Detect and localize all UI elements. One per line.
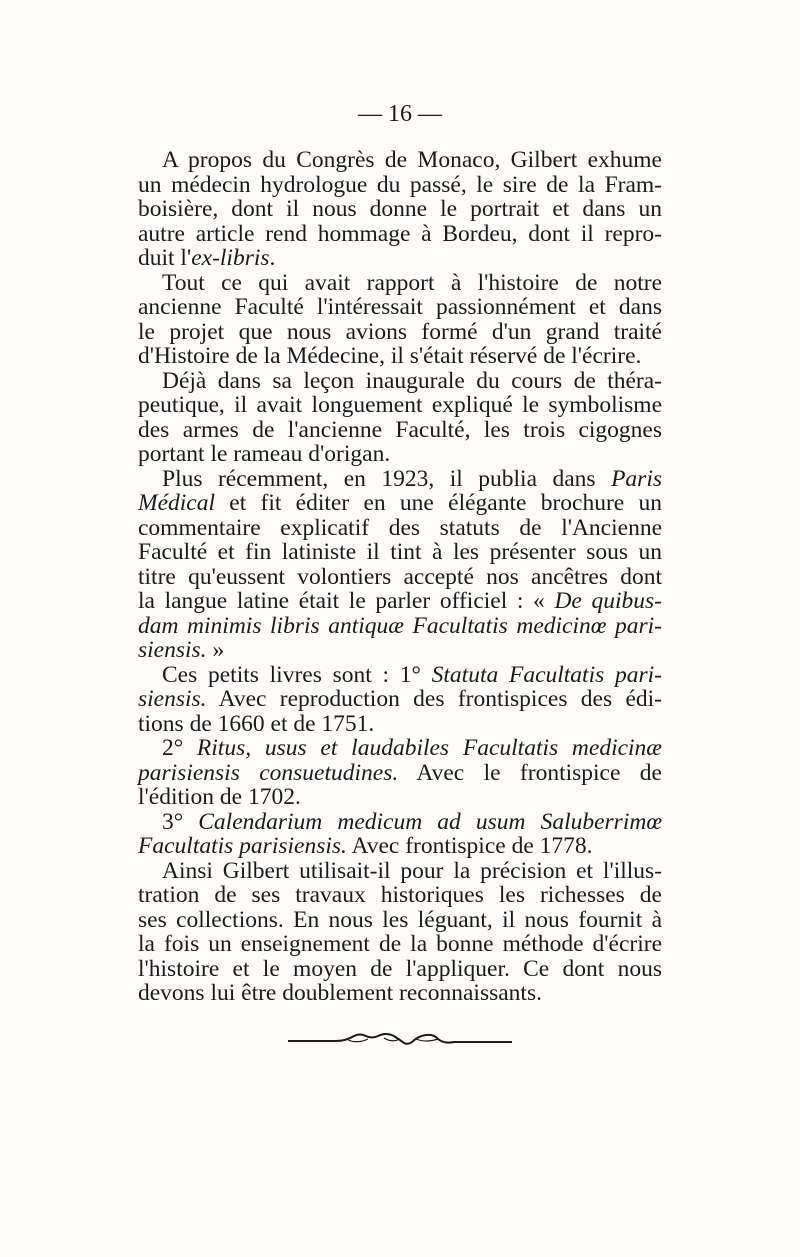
- text-line: [138, 565, 662, 589]
- text-segment: Déjà dans sa leçon inaugurale du cours de théra-: [162, 367, 662, 394]
- text-line: [138, 516, 662, 540]
- text-segment: Ainsi Gilbert utilisait-il pour la précision et l'illus-: [162, 857, 662, 884]
- text-line: [138, 638, 662, 662]
- text-segment: tions de 1660 et de 1751.: [138, 710, 375, 737]
- text-segment: la langue latine était le parler officiel : «: [138, 588, 555, 614]
- text-line: [162, 369, 662, 393]
- text-line: [138, 540, 662, 564]
- text-line: [138, 246, 662, 270]
- text-segment: ancienne Faculté l'intéressait passionnément et dans: [138, 294, 662, 320]
- text-segment: titre qu'eussent volontiers accepté nos ancêtres dont: [138, 563, 662, 590]
- text-segment: des armes de l'ancienne Faculté, les trois cigognes: [138, 416, 662, 443]
- text-segment: »: [206, 637, 225, 663]
- text-segment: le projet que nous avions formé d'un grand traité: [138, 318, 662, 345]
- text-line: [138, 932, 662, 956]
- text-segment: d'Histoire de la Médecine, il s'était réservé de l'écrire.: [138, 343, 642, 369]
- text-line: [138, 320, 662, 344]
- italic-segment: Calendarium medicum ad usum Saluberrimœ: [198, 808, 663, 835]
- text-line: [162, 148, 662, 172]
- text-line: [138, 761, 662, 785]
- text-line: [138, 491, 662, 515]
- text-segment: tration de ses travaux historiques les richesses de: [138, 882, 662, 908]
- text-segment: devons lui être doublement reconnaissants.: [138, 980, 542, 1006]
- text-segment: Plus récemment, en 1923, il publia dans: [162, 465, 612, 492]
- text-line: [138, 614, 662, 638]
- text-segment: commentaire explicatif des statuts de l'Ancienne: [138, 514, 662, 541]
- text-segment: 2°: [162, 735, 197, 761]
- text-segment: 3°: [162, 808, 199, 835]
- italic-segment: De quibus-: [554, 588, 662, 614]
- text-segment: peutique, il avait longuement expliqué le symbolisme: [138, 392, 662, 418]
- text-line: [138, 344, 662, 368]
- text-segment: Avec frontispice de 1778.: [346, 833, 593, 859]
- text-line: [138, 883, 662, 907]
- text-segment: Ces petits livres sont : 1°: [162, 661, 432, 688]
- text-segment: Tout ce qui avait rapport à l'histoire de notre: [162, 269, 662, 296]
- text-segment: l'édition de 1702.: [138, 784, 301, 810]
- text-line: [138, 981, 662, 1005]
- text-segment: l'histoire et le moyen de l'appliquer. Ce dont nous: [138, 955, 662, 982]
- text-line: [138, 687, 662, 711]
- text-line: [138, 834, 662, 858]
- text-line: [138, 908, 662, 932]
- text-line: [138, 393, 662, 417]
- italic-segment: ex-libris: [191, 245, 270, 271]
- italic-segment: Paris: [611, 465, 662, 492]
- italic-segment: Ritus, usus et laudabiles Facultatis medicinæ: [196, 735, 662, 761]
- italic-segment: Statuta Facultatis pari-: [431, 661, 662, 688]
- text-line: [162, 859, 662, 883]
- text-line: [138, 442, 662, 466]
- text-line: [138, 712, 662, 736]
- text-segment: portant le rameau d'origan.: [138, 441, 391, 467]
- text-segment: un médecin hydrologue du passé, le sire de la Fram-: [138, 171, 662, 198]
- text-line: [162, 271, 662, 295]
- tail-ornament: [288, 1030, 512, 1050]
- italic-segment: Médical: [138, 490, 215, 516]
- text-line: [138, 295, 662, 319]
- text-segment: la fois un enseignement de la bonne méthode d'écrire: [138, 931, 662, 957]
- text-segment: Avec reproduction des frontispices des édi-: [206, 686, 662, 712]
- text-segment: autre article rend hommage à Bordeu, dont il repro-: [138, 220, 662, 247]
- text-line: [138, 197, 662, 221]
- text-line: [138, 418, 662, 442]
- text-line: [162, 810, 662, 834]
- italic-segment: siensis.: [138, 686, 207, 712]
- italic-segment: Facultatis parisiensis.: [138, 833, 347, 859]
- text-segment: ses collections. En nous les léguant, il nous fournit à: [138, 906, 662, 933]
- text-segment: A propos du Congrès de Monaco, Gilbert exhume: [162, 147, 662, 173]
- page-number: — 16 —: [358, 101, 442, 127]
- text-line: [162, 663, 662, 687]
- italic-segment: siensis.: [138, 637, 207, 663]
- text-segment: Avec le frontispice de: [398, 759, 662, 786]
- text-segment: et fit éditer en une élégante brochure un: [215, 490, 662, 516]
- text-line: [162, 736, 662, 760]
- text-line: [138, 222, 662, 246]
- italic-segment: dam minimis libris antiquæ Facultatis medicinœ pari-: [138, 612, 662, 639]
- italic-segment: parisiensis consuetudines.: [138, 759, 399, 786]
- text-segment: .: [269, 245, 276, 271]
- text-line: [138, 173, 662, 197]
- text-segment: duit l': [138, 245, 192, 271]
- text-line: [162, 467, 662, 491]
- text-segment: boisière, dont il nous donne le portrait et dans un: [138, 196, 662, 222]
- text-line: [138, 589, 662, 613]
- text-line: [138, 957, 662, 981]
- text-segment: Faculté et fin latiniste il tint à les présenter sous un: [138, 539, 662, 565]
- text-line: [138, 785, 662, 809]
